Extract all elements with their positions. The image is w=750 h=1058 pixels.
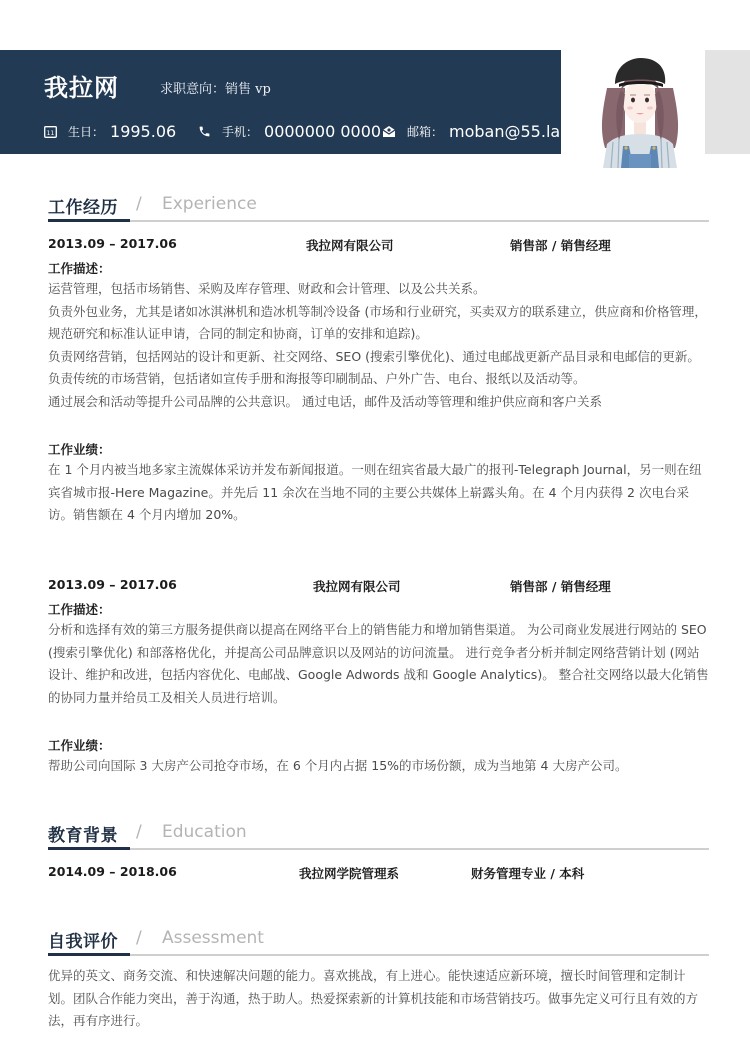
section-title-zh: 教育背景: [48, 826, 118, 846]
section-header-education: [48, 821, 709, 851]
candidate-name: 我拉网: [44, 74, 119, 102]
phone-icon: [198, 125, 211, 138]
job-achv-label: 工作业绩：: [48, 442, 111, 457]
job-desc-label: 工作描述：: [48, 602, 111, 617]
birthday-label: 生日：: [68, 125, 105, 139]
section-divider: [48, 848, 709, 850]
job-role: 销售部 / 销售经理: [510, 238, 611, 253]
email-value: moban@55.la: [449, 122, 561, 141]
job-achv-text: 在 1 个月内被当地多家主流媒体采访并发布新闻报道。一则在纽宾省最大最广的报刊-Telegraph Journal，另一则在纽宾省城市报-Here Magazine。并先后 11 余次在当地不同的主要公共媒体上崭露头角。在 4 个月内获得 2 次电台采访。销售额在 4 个月内增加 20%。: [48, 462, 702, 523]
job-achv-label: 工作业绩：: [48, 738, 111, 753]
section-header-experience: [48, 193, 709, 223]
calendar-icon: [44, 126, 57, 138]
edu-major: 财务管理专业 / 本科: [471, 866, 585, 881]
section-header-assessment: [48, 927, 709, 957]
assessment-paragraph: 优异的英文、商务交流、和快速解决问题的能力。喜欢挑战，有上进心。能快速适应新环境，擅长时间管理和定制计划。团队合作能力突出，善于沟通，热于助人。热爱探索新的计算机技能和市场营销技巧。做事先定义可行且有效的方法，再有序进行。: [48, 968, 699, 1029]
info-phone: [198, 122, 381, 141]
job-intent: [160, 78, 271, 97]
section-title-en: Education: [162, 822, 247, 842]
decorative-gray-block: [705, 50, 750, 154]
header-banner: [0, 50, 561, 154]
job-desc-line: 运营管理，包括市场销售、采购及库存管理、财政和会计管理、以及公共关系。: [48, 281, 486, 296]
svg-text:11: 11: [46, 129, 55, 137]
section-title-zh: 工作经历: [48, 198, 118, 218]
section-divider: [48, 954, 709, 956]
mail-icon: [382, 125, 396, 138]
email-label: 邮箱：: [407, 125, 444, 139]
phone-value: 0000000 0000: [264, 122, 382, 141]
section-title-en: Experience: [162, 194, 257, 214]
job-intent-label: 求职意向：销售: [160, 82, 252, 97]
birthday-value: 1995.06: [110, 122, 177, 141]
job-achv: [48, 459, 710, 527]
job-desc-label: 工作描述：: [48, 261, 111, 276]
section-divider-accent: [48, 847, 130, 850]
job-desc: [48, 278, 710, 414]
job-desc-line: 分析和选择有效的第三方服务提供商以提高在网络平台上的销售能力和增加销售渠道。 为公司商业发展进行网站的 SEO (搜索引擎优化) 和部落格优化，并提高公司品牌意识以及网站的访问流量。 进行竞争者分析并制定网络营销计划 (网站设计、维护和改进，包括内容优化、电邮战、Google Adwords 战和 Google Analytics)。 整合社交网络以最大化销售的协同力量并给员工及相关人员进行培训。: [48, 622, 709, 705]
section-slash: /: [136, 194, 142, 214]
section-title-zh: 自我评价: [48, 932, 118, 952]
job-company: 我拉网有限公司: [313, 579, 401, 594]
info-email: [382, 122, 560, 141]
job-achv: [48, 755, 710, 778]
assessment-text: [48, 965, 710, 1033]
job-desc-line: 通过展会和活动等提升公司品牌的公共意识。 通过电话，邮件及活动等管理和维护供应商和客户关系: [48, 393, 602, 409]
info-birthday: [44, 122, 176, 141]
edu-school: 我拉网学院管理系: [299, 866, 400, 881]
section-divider-accent: [48, 953, 130, 956]
phone-label: 手机：: [222, 125, 259, 139]
job-intent-value: vp: [255, 82, 271, 97]
section-slash: /: [136, 928, 142, 948]
job-period: 2013.09 – 2017.06: [48, 236, 177, 251]
job-period: 2013.09 – 2017.06: [48, 577, 177, 592]
job-company: 我拉网有限公司: [306, 238, 394, 253]
section-divider-accent: [48, 219, 130, 222]
avatar: [585, 48, 695, 168]
job-achv-text: 帮助公司向国际 3 大房产公司抢夺市场，在 6 个月内占据 15%的市场份额，成为当地第 4 大房产公司。: [48, 758, 628, 773]
job-desc: [48, 619, 710, 709]
section-divider: [48, 220, 709, 222]
job-desc-line: 负责网络营销，包括网站的设计和更新、社交网络、SEO (搜索引擎优化)、通过电邮战更新产品目录和电邮信的更新。负责传统的市场营销，包括诸如宣传手册和海报等印刷制品、户外广告、电台、报纸以及活动等。: [48, 348, 700, 387]
job-role: 销售部 / 销售经理: [510, 579, 611, 594]
job-desc-line: 负责外包业务，尤其是诸如冰淇淋机和造冰机等制冷设备 (市场和行业研究，买卖双方的联系建立，供应商和价格管理，规范研究和标准认证申请，合同的制定和协商，订单的安排和追踪)。: [48, 303, 707, 342]
section-title-en: Assessment: [162, 928, 264, 948]
section-slash: /: [136, 822, 142, 842]
edu-period: 2014.09 – 2018.06: [48, 864, 177, 879]
